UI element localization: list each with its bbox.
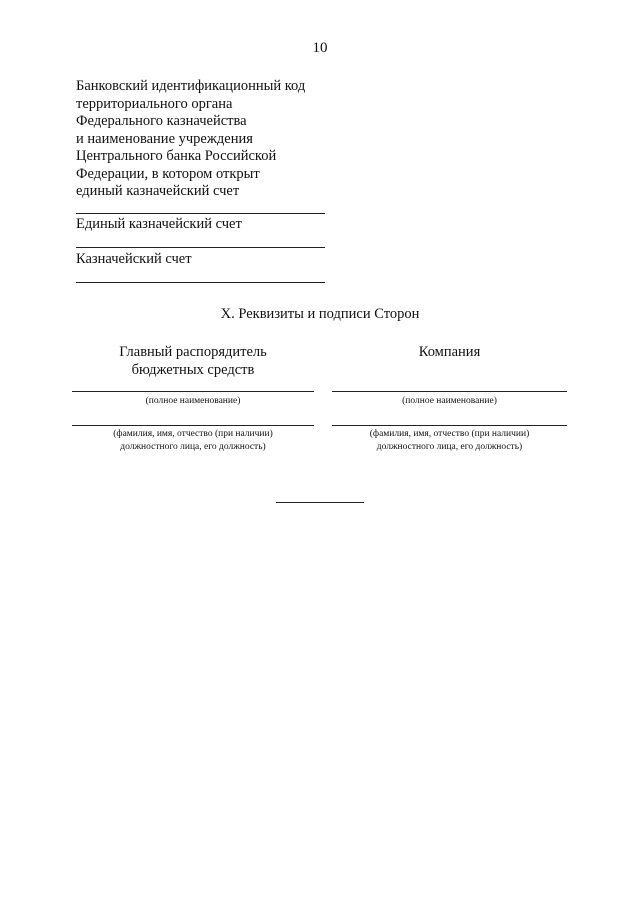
- left-caption-full-name: (полное наименование): [145, 396, 241, 406]
- left-caption-person-line: (фамилия, имя, отчество (при наличии): [113, 429, 273, 439]
- left-party-title-line: бюджетных средств: [131, 362, 255, 378]
- right-party-name-caption: [332, 395, 567, 408]
- left-party-signatory-line: [72, 425, 314, 426]
- section-heading: X. Реквизиты и подписи Сторон: [220, 306, 420, 322]
- bank-block-line: единый казначейский счет: [76, 183, 240, 199]
- right-party-signatory-line: [332, 425, 567, 426]
- right-party-title: [332, 343, 567, 361]
- right-caption-full-name: (полное наименование): [402, 396, 497, 406]
- bank-block-line: Федерации, в котором открыт: [76, 165, 260, 182]
- right-party-title-line: Компания: [418, 344, 481, 360]
- bank-block-line: Банковский идентификационный код: [76, 78, 306, 94]
- left-party-title-line: Главный распорядитель: [119, 344, 267, 360]
- bank-identification-block: [76, 78, 336, 201]
- treasury-account-fill-line: [76, 282, 325, 283]
- left-caption-person-line: должностного лица, его должность): [120, 442, 266, 452]
- left-party-name-line: [72, 391, 314, 392]
- single-treasury-account-fill-line: [76, 247, 325, 248]
- left-party-name-caption: [72, 395, 314, 408]
- right-party-signatory-caption: [332, 428, 567, 454]
- single-treasury-account-label: Единый казначейский счет: [76, 216, 242, 232]
- left-party-signatory-caption: [72, 428, 314, 454]
- document-end-line: [276, 502, 364, 503]
- page-number: 10: [312, 40, 328, 56]
- treasury-account-label: Казначейский счет: [76, 251, 192, 267]
- right-caption-person-line: (фамилия, имя, отчество (при наличии): [369, 429, 530, 439]
- right-party-name-line: [332, 391, 567, 392]
- bank-block-line: Центрального банка Российской: [76, 148, 277, 164]
- right-caption-person-line: должностного лица, его должность): [376, 442, 523, 452]
- left-party-title: [72, 343, 314, 379]
- bank-code-fill-line: [76, 213, 325, 214]
- bank-block-line: Федерального казначейства: [76, 113, 247, 129]
- bank-block-line: территориального органа: [76, 95, 233, 112]
- bank-block-line: и наименование учреждения: [76, 130, 253, 147]
